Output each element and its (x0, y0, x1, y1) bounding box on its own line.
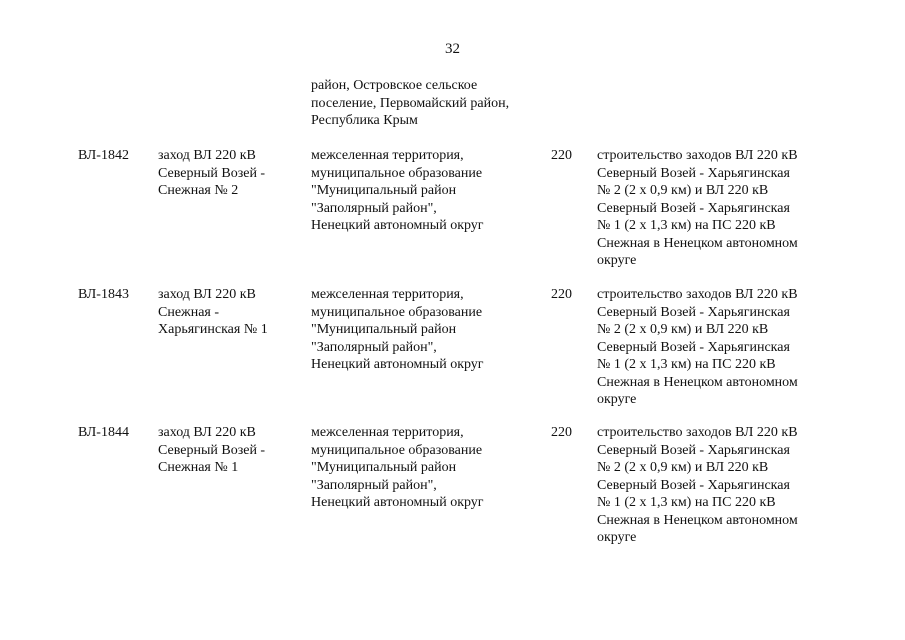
row-location: межселенная территория, муниципальное образование "Муниципальный район "Заполярный район", Ненецкий автономный округ (311, 287, 484, 372)
row-code: ВЛ-1843 (78, 287, 129, 302)
row-voltage: 220 (551, 148, 572, 163)
row-location: межселенная территория, муниципальное образование "Муниципальный район "Заполярный район", Ненецкий автономный округ (311, 425, 484, 510)
page-number: 32 (445, 41, 460, 57)
row-purpose: строительство заходов ВЛ 220 кВ Северный Возей - Харьягинская № 2 (2 х 0,9 км) и ВЛ 220 кВ Северный Возей - Харьягинская № 1 (2 х 1,3 км) на ПС 220 кВ Снежная в Ненецком автономном округе (597, 148, 798, 268)
row-code: ВЛ-1844 (78, 425, 129, 440)
row-name: заход ВЛ 220 кВ Северный Возей - Снежная № 2 (158, 148, 266, 198)
row-name: заход ВЛ 220 кВ Снежная - Харьягинская № 1 (158, 287, 268, 337)
row-purpose: строительство заходов ВЛ 220 кВ Северный Возей - Харьягинская № 2 (2 х 0,9 км) и ВЛ 220 кВ Северный Возей - Харьягинская № 1 (2 х 1,3 км) на ПС 220 кВ Снежная в Ненецком автономном округе (597, 287, 798, 407)
continuation-location: район, Островское сельское поселение, Первомайский район, Республика Крым (311, 78, 510, 128)
row-code: ВЛ-1842 (78, 148, 129, 163)
row-name: заход ВЛ 220 кВ Северный Возей - Снежная № 1 (158, 425, 266, 475)
row-location: межселенная территория, муниципальное образование "Муниципальный район "Заполярный район", Ненецкий автономный округ (311, 148, 484, 233)
row-purpose: строительство заходов ВЛ 220 кВ Северный Возей - Харьягинская № 2 (2 х 0,9 км) и ВЛ 220 кВ Северный Возей - Харьягинская № 1 (2 х 1,3 км) на ПС 220 кВ Снежная в Ненецком автономном округе (597, 425, 798, 545)
row-voltage: 220 (551, 287, 572, 302)
row-voltage: 220 (551, 425, 572, 440)
